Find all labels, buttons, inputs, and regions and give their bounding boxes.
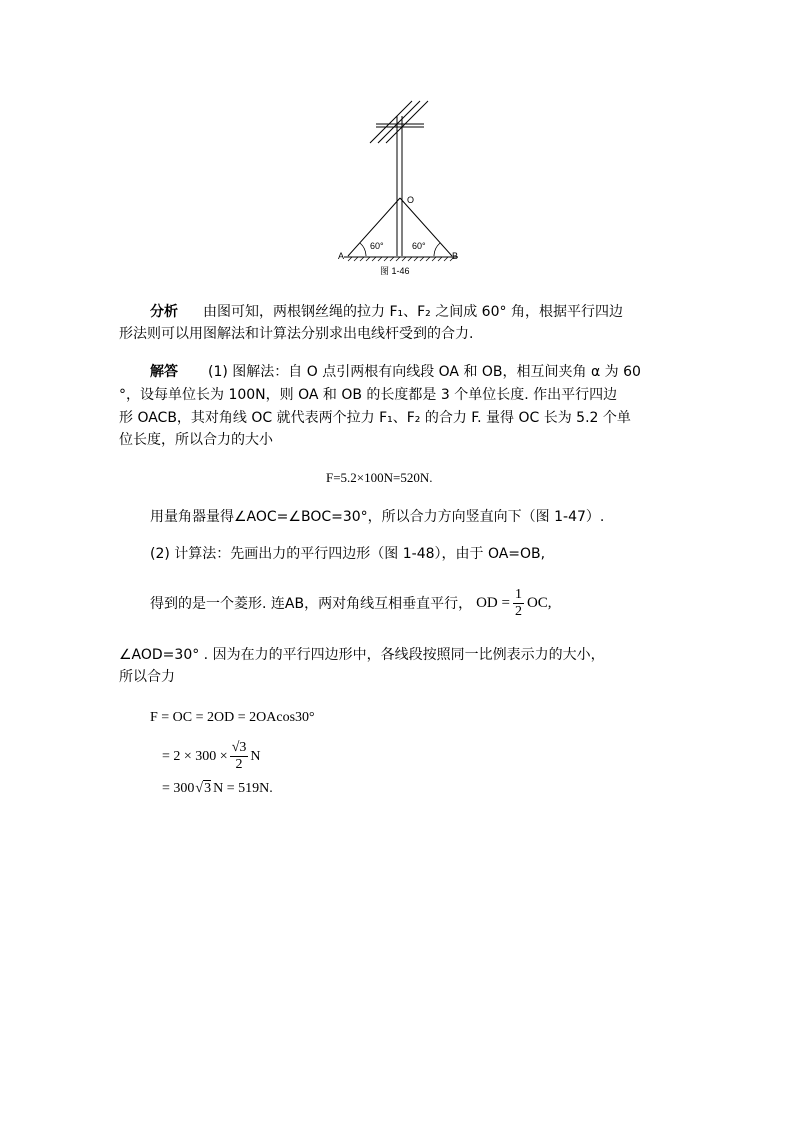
- guy-wire-OB: [400, 195, 452, 256]
- figure-label-O: O: [407, 195, 415, 205]
- solution-line-6: (2) 计算法：先画出力的平行四边形（图 1-48），由于 OA=OB,: [150, 546, 546, 562]
- wire-line-3: [386, 101, 428, 143]
- sqrt-symbol: √: [195, 781, 204, 796]
- equation-3-radicand: 3: [204, 781, 212, 796]
- angle-arc-right: [434, 243, 440, 256]
- equation-3-right: N = 519N.: [213, 781, 273, 796]
- analysis-line-2: 形法则可以用图解法和计算法分别求出电线杆受到的合力.: [119, 326, 474, 342]
- formula-resultant-graphical: F=5.2×100N=520N.: [326, 470, 433, 485]
- od-fraction-numerator: 1: [514, 587, 522, 602]
- solution-heading: 解答: [150, 364, 178, 380]
- equation-1: F = OC = 2OD = 2OAcos30°: [150, 710, 315, 725]
- figure-angle-right: 60°: [412, 241, 426, 251]
- equation-2-right: N: [250, 748, 261, 764]
- wire-line-2: [378, 101, 420, 143]
- equation-2-fraction: [230, 741, 249, 772]
- figure-label-B: B: [452, 251, 459, 261]
- angle-arc-left: [360, 243, 366, 256]
- equation-2-left: = 2 × 300 ×: [162, 748, 228, 764]
- equation-2-fraction-numerator: √3: [231, 740, 247, 755]
- solution-line-2: °，设每单位长为 100N，则 OA 和 OB 的长度都是 3 个单位长度. 作出平行四边: [119, 387, 618, 403]
- solution-line-5: 用量角器量得∠AOC=∠BOC=30°，所以合力方向竖直向下（图 1-47）.: [150, 509, 605, 525]
- solution-line-7-text: 得到的是一个菱形. 连AB，两对角线互相垂直平行，: [150, 595, 473, 612]
- od-fraction-denominator: 2: [514, 604, 522, 619]
- solution-line-8: ∠AOD=30° . 因为在力的平行四边形中，各线段按照同一比例表示力的大小，: [119, 647, 605, 663]
- analysis-heading: 分析: [150, 304, 178, 320]
- analysis-line-1: 由图可知，两根钢丝绳的拉力 F₁、F₂ 之间成 60° 角，根据平行四边: [203, 304, 623, 320]
- solution-line-3: 形 OACB，其对角线 OC 就代表两个拉力 F₁、F₂ 的合力 F. 量得 OC 长为 5.2 个单: [119, 410, 631, 426]
- solution-line-1: (1) 图解法：自 O 点引两根有向线段 OA 和 OB，相互间夹角 α 为 60: [208, 364, 641, 380]
- od-math-left: OD =: [476, 595, 510, 611]
- wire-line-1: [370, 101, 412, 143]
- solution-line-9: 所以合力: [119, 669, 175, 685]
- figure-label-A: A: [338, 251, 345, 261]
- solution-line-4: 位长度，所以合力的大小: [119, 432, 273, 448]
- equation-3-left: = 300: [162, 781, 195, 796]
- ground-hatching: [348, 257, 454, 261]
- figure-pole-diagram: [330, 98, 470, 278]
- od-fraction: [513, 588, 524, 619]
- figure-caption: 图 1-46: [380, 266, 410, 276]
- figure-angle-left: 60°: [370, 241, 384, 251]
- equation-2-fraction-denominator: 2: [235, 757, 243, 772]
- equation-3: [162, 782, 273, 796]
- od-math-right: OC,: [526, 595, 552, 611]
- solution-line-7: [150, 588, 552, 619]
- equation-2: [162, 741, 261, 772]
